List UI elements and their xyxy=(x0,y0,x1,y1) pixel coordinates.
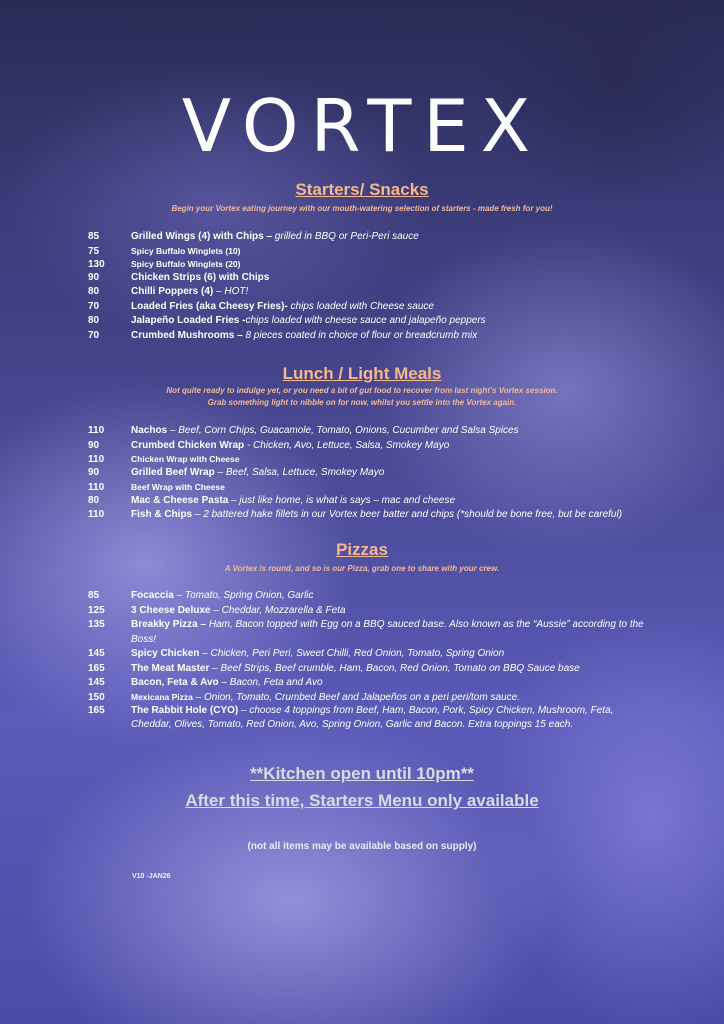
item-price: 70 xyxy=(88,300,100,312)
item-price: 145 xyxy=(88,677,105,688)
pizzas-subtitle: A Vortex is round, and so is our Pizza, grab one to share with your crew. xyxy=(224,564,500,573)
item-price: 80 xyxy=(88,315,100,326)
item-price: 85 xyxy=(88,231,100,242)
item-name: Crumbed Mushrooms – xyxy=(131,329,243,341)
menu-item xyxy=(88,329,648,344)
item-desc: – Chicken, Peri Peri, Sweet Chilli, Red Onion, Tomato, Spring Onion xyxy=(199,648,505,659)
item-name: Bacon, Feta & Avo xyxy=(131,677,219,688)
item-price: 110 xyxy=(88,509,105,520)
menu-item xyxy=(88,508,648,523)
item-name: Focaccia xyxy=(131,590,174,601)
item-price: 165 xyxy=(88,704,105,716)
item-price: 145 xyxy=(88,648,105,659)
item-desc: grilled in BBQ or Peri-Peri sauce xyxy=(272,231,419,242)
item-desc: – Bacon, Feta and Avo xyxy=(218,677,323,688)
menu-item xyxy=(88,314,648,329)
item-price: 80 xyxy=(88,286,100,297)
item-name: Spicy Chicken xyxy=(131,648,200,659)
lunch-subtitle-line1: Not quite ready to indulge yet, or you need a bit of gut food to recover from last night’s Vortex session. xyxy=(166,386,558,395)
after-hours-notice: After this time, Starters Menu only available xyxy=(185,791,539,810)
item-price: 150 xyxy=(88,691,105,703)
menu-item xyxy=(88,647,648,662)
item-desc: – just like home, is what is says – mac and cheese xyxy=(228,494,456,506)
item-desc: – Onion, Tomato, Crumbed Beef and Jalapeños on a peri peri/tom sauce. xyxy=(192,691,520,703)
item-name: Chilli Poppers (4) xyxy=(131,286,214,297)
item-name: Crumbed Chicken Wrap xyxy=(131,439,245,451)
menu-item xyxy=(88,604,648,619)
version-label: V10 -JAN26 xyxy=(132,873,171,880)
menu-item xyxy=(88,589,648,604)
pizzas-list xyxy=(88,589,648,733)
item-name: Chicken Wrap with Cheese xyxy=(131,454,240,464)
item-desc: – HOT! xyxy=(213,286,249,297)
item-name: Nachos xyxy=(131,425,168,436)
item-price: 90 xyxy=(88,439,100,451)
menu-item xyxy=(88,691,648,704)
menu-item xyxy=(88,230,648,245)
menu-item xyxy=(88,481,648,494)
menu-item xyxy=(88,439,648,454)
item-name: The Meat Master xyxy=(131,662,210,674)
item-name: Spicy Buffalo Winglets (20) xyxy=(131,258,241,269)
item-desc: chips loaded with Cheese sauce xyxy=(287,300,434,312)
item-desc: Ham, Bacon topped with Egg on a BBQ sauced base. Also known as the “Aussie” according to the Boss! xyxy=(131,619,644,645)
item-desc: – Tomato, Spring Onion, Garlic xyxy=(173,590,314,601)
starters-subtitle: Begin your Vortex eating journey with our mouth-watering selection of starters - made fresh for you! xyxy=(171,204,553,213)
item-desc: – Beef Strips, Beef crumble, Ham, Bacon, Red Onion, Tomato on BBQ Sauce base xyxy=(209,662,580,674)
menu-item xyxy=(88,466,648,481)
item-price: 90 xyxy=(88,467,100,478)
item-name: 3 Cheese Deluxe xyxy=(131,604,211,616)
menu-item xyxy=(88,258,648,271)
item-price: 135 xyxy=(88,619,105,630)
menu-item xyxy=(88,300,648,315)
item-name: Grilled Wings (4) with Chips – xyxy=(131,231,273,242)
item-name: Spicy Buffalo Winglets (10) xyxy=(131,245,241,256)
item-name: Mexicana Pizza xyxy=(131,691,193,702)
supply-note: (not all items may be available based on supply) xyxy=(247,841,477,852)
item-price: 130 xyxy=(88,258,105,270)
item-name: The Rabbit Hole (CYO) xyxy=(131,704,239,716)
item-price: 75 xyxy=(88,245,100,257)
item-name: Beef Wrap with Cheese xyxy=(131,481,225,492)
pizzas-title: Pizzas xyxy=(336,540,388,559)
menu-item xyxy=(88,676,648,691)
item-name: Chicken Strips (6) with Chips xyxy=(131,271,270,283)
item-price: 80 xyxy=(88,494,100,506)
starters-list xyxy=(88,230,648,343)
item-price: 165 xyxy=(88,662,105,674)
menu-item xyxy=(88,245,648,258)
item-desc: – Beef, Corn Chips, Guacamole, Tomato, Onions, Cucumber and Salsa Spices xyxy=(167,425,519,436)
item-name: Mac & Cheese Pasta xyxy=(131,494,229,506)
item-price: 110 xyxy=(88,481,105,493)
item-name: Grilled Beef Wrap xyxy=(131,467,215,478)
menu-item xyxy=(88,494,648,509)
menu-item xyxy=(88,271,648,286)
vortex-logo: VORTEX xyxy=(181,84,543,168)
item-name: Jalapeño Loaded Fries - xyxy=(131,315,246,326)
item-price: 90 xyxy=(88,271,100,283)
lunch-list xyxy=(88,424,648,523)
menu-item xyxy=(88,662,648,677)
item-desc: – choose 4 toppings from Beef, Ham, Bacon, Pork, Spicy Chicken, Mushroom, Feta, Cheddar, Olives, Tomato, Red Onion, Avo, Spring Onion, Garlic and Bacon. Extra toppings 15 each. xyxy=(131,704,614,730)
item-desc: – Cheddar, Mozzarella & Feta xyxy=(210,604,346,616)
item-price: 125 xyxy=(88,604,105,616)
item-name: Breakky Pizza – xyxy=(131,619,207,630)
item-desc: 8 pieces coated in choice of flour or breadcrumb mix xyxy=(242,329,478,341)
item-price: 110 xyxy=(88,425,105,436)
menu-item xyxy=(88,453,648,466)
item-price: 110 xyxy=(88,454,105,465)
item-desc: – Beef, Salsa, Lettuce, Smokey Mayo xyxy=(214,467,385,478)
menu-item xyxy=(88,424,648,439)
menu-item xyxy=(88,618,648,647)
item-name: Fish & Chips xyxy=(131,509,193,520)
lunch-subtitle-line2: Grab something light to nibble on for now, whilst you settle into the Vortex again. xyxy=(207,398,517,407)
item-desc: - Chicken, Avo, Lettuce, Salsa, Smokey Mayo xyxy=(244,439,450,451)
item-price: 85 xyxy=(88,590,100,601)
lunch-title: Lunch / Light Meals xyxy=(282,364,442,383)
item-desc: chips loaded with cheese sauce and jalapeño peppers xyxy=(245,315,486,326)
item-desc: – 2 battered hake fillets in our Vortex beer batter and chips (*should be bone free, but be careful) xyxy=(192,509,623,520)
item-name: Loaded Fries (aka Cheesy Fries)- xyxy=(131,300,288,312)
item-price: 70 xyxy=(88,329,100,341)
kitchen-hours: **Kitchen open until 10pm** xyxy=(250,764,474,783)
starters-title: Starters/ Snacks xyxy=(295,180,429,199)
menu-item xyxy=(88,704,648,733)
menu-item xyxy=(88,285,648,300)
